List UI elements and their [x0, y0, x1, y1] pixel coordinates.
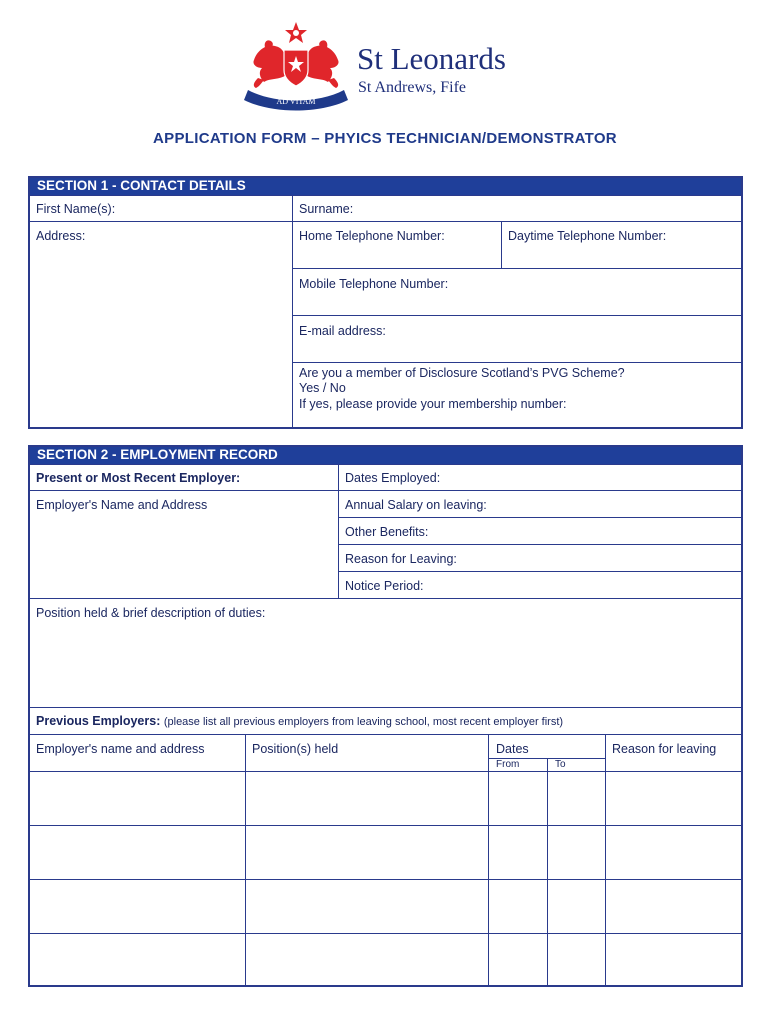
present-employer-cell: [29, 464, 339, 491]
annual-salary-field[interactable]: [338, 490, 742, 518]
school-name: St Leonards: [357, 41, 506, 76]
prev-row-4-to-cell[interactable]: [547, 933, 606, 987]
daytime-phone-field[interactable]: [501, 221, 742, 269]
mobile-phone-field[interactable]: [292, 268, 742, 316]
pvg-question-label: Are you a member of Disclosure Scotland’s PVG Scheme?: [299, 366, 625, 380]
prev-row-2-reason-cell[interactable]: [605, 825, 742, 880]
prev-row-3-reason-cell[interactable]: [605, 879, 742, 934]
section1-header: [29, 177, 742, 195]
motto-text: AD VITAM: [276, 97, 316, 106]
prev-row-2-from-cell[interactable]: [488, 825, 548, 880]
crest-icon: [244, 20, 356, 112]
prev-row-3-employer-cell[interactable]: [29, 879, 246, 934]
position-duties-field[interactable]: [29, 598, 742, 708]
prev-row-4-employer-cell[interactable]: [29, 933, 246, 987]
prev-row-2-positions-cell[interactable]: [245, 825, 489, 880]
prev-row-2-employer-cell[interactable]: [29, 825, 246, 880]
section2-header: [29, 446, 742, 464]
home-phone-field[interactable]: [292, 221, 502, 269]
prev-row-2-to-cell[interactable]: [547, 825, 606, 880]
form-title: APPLICATION FORM – PHYICS TECHNICIAN/DEMONSTRATOR: [153, 130, 617, 147]
prev-row-3-to-cell[interactable]: [547, 879, 606, 934]
address-field[interactable]: [29, 221, 293, 428]
prev-row-3-from-cell[interactable]: [488, 879, 548, 934]
previous-employers-text: [36, 714, 563, 730]
prev-row-1-from-cell[interactable]: [488, 771, 548, 826]
prev-row-1-employer-cell[interactable]: [29, 771, 246, 826]
school-place: St Andrews, Fife: [358, 79, 466, 96]
home-phone-label: Home Telephone Number:: [299, 229, 445, 243]
section1-title: SECTION 1 - CONTACT DETAILS: [37, 178, 246, 193]
position-duties-label: Position held & brief description of duties:: [36, 606, 266, 620]
employer-name-address-label: Employer's Name and Address: [36, 498, 208, 512]
surname-label: Surname:: [299, 202, 354, 216]
notice-period-field[interactable]: [338, 571, 742, 599]
surname-field[interactable]: [292, 195, 742, 222]
col-positions-header: [245, 734, 489, 772]
prev-row-1-reason-cell[interactable]: [605, 771, 742, 826]
daytime-phone-label: Daytime Telephone Number:: [508, 229, 667, 243]
col-dates-label: Dates: [496, 742, 529, 756]
col-reason-label: Reason for leaving: [612, 742, 717, 756]
col-positions-label: Position(s) held: [252, 742, 339, 756]
dates-employed-label: Dates Employed:: [345, 471, 441, 485]
reason-leaving-label: Reason for Leaving:: [345, 552, 457, 566]
prev-row-4-positions-cell[interactable]: [245, 933, 489, 987]
previous-employers-row: [29, 707, 742, 735]
dates-employed-field[interactable]: [338, 464, 742, 491]
col-from-header: [488, 758, 548, 772]
mobile-phone-label: Mobile Telephone Number:: [299, 277, 449, 291]
section2-title: SECTION 2 - EMPLOYMENT RECORD: [37, 447, 278, 462]
prev-row-3-positions-cell[interactable]: [245, 879, 489, 934]
first-names-label: First Name(s):: [36, 202, 116, 216]
pvg-number-label: If yes, please provide your membership number:: [299, 397, 567, 411]
col-to-header: [547, 758, 606, 772]
email-field[interactable]: [292, 315, 742, 363]
address-label: Address:: [36, 229, 86, 243]
email-label: E-mail address:: [299, 324, 386, 338]
first-names-field[interactable]: [29, 195, 293, 222]
other-benefits-label: Other Benefits:: [345, 525, 429, 539]
col-employer-label: Employer's name and address: [36, 742, 205, 756]
annual-salary-label: Annual Salary on leaving:: [345, 498, 487, 512]
pvg-field[interactable]: [292, 362, 742, 428]
notice-period-label: Notice Period:: [345, 579, 424, 593]
col-employer-header: [29, 734, 246, 772]
employer-name-address-field[interactable]: [29, 490, 339, 599]
school-logo: [244, 20, 534, 112]
prev-row-4-from-cell[interactable]: [488, 933, 548, 987]
prev-row-1-to-cell[interactable]: [547, 771, 606, 826]
col-from-label: From: [496, 759, 520, 770]
present-employer-label: Present or Most Recent Employer:: [36, 471, 241, 485]
prev-row-4-reason-cell[interactable]: [605, 933, 742, 987]
other-benefits-field[interactable]: [338, 517, 742, 545]
col-to-label: To: [555, 759, 566, 770]
previous-employers-label: Previous Employers:: [36, 714, 161, 728]
pvg-options-label: Yes / No: [299, 381, 346, 395]
reason-leaving-field[interactable]: [338, 544, 742, 572]
col-reason-header: [605, 734, 742, 772]
previous-employers-note: (please list all previous employers from leaving school, most recent employer first): [163, 716, 564, 728]
prev-row-1-positions-cell[interactable]: [245, 771, 489, 826]
